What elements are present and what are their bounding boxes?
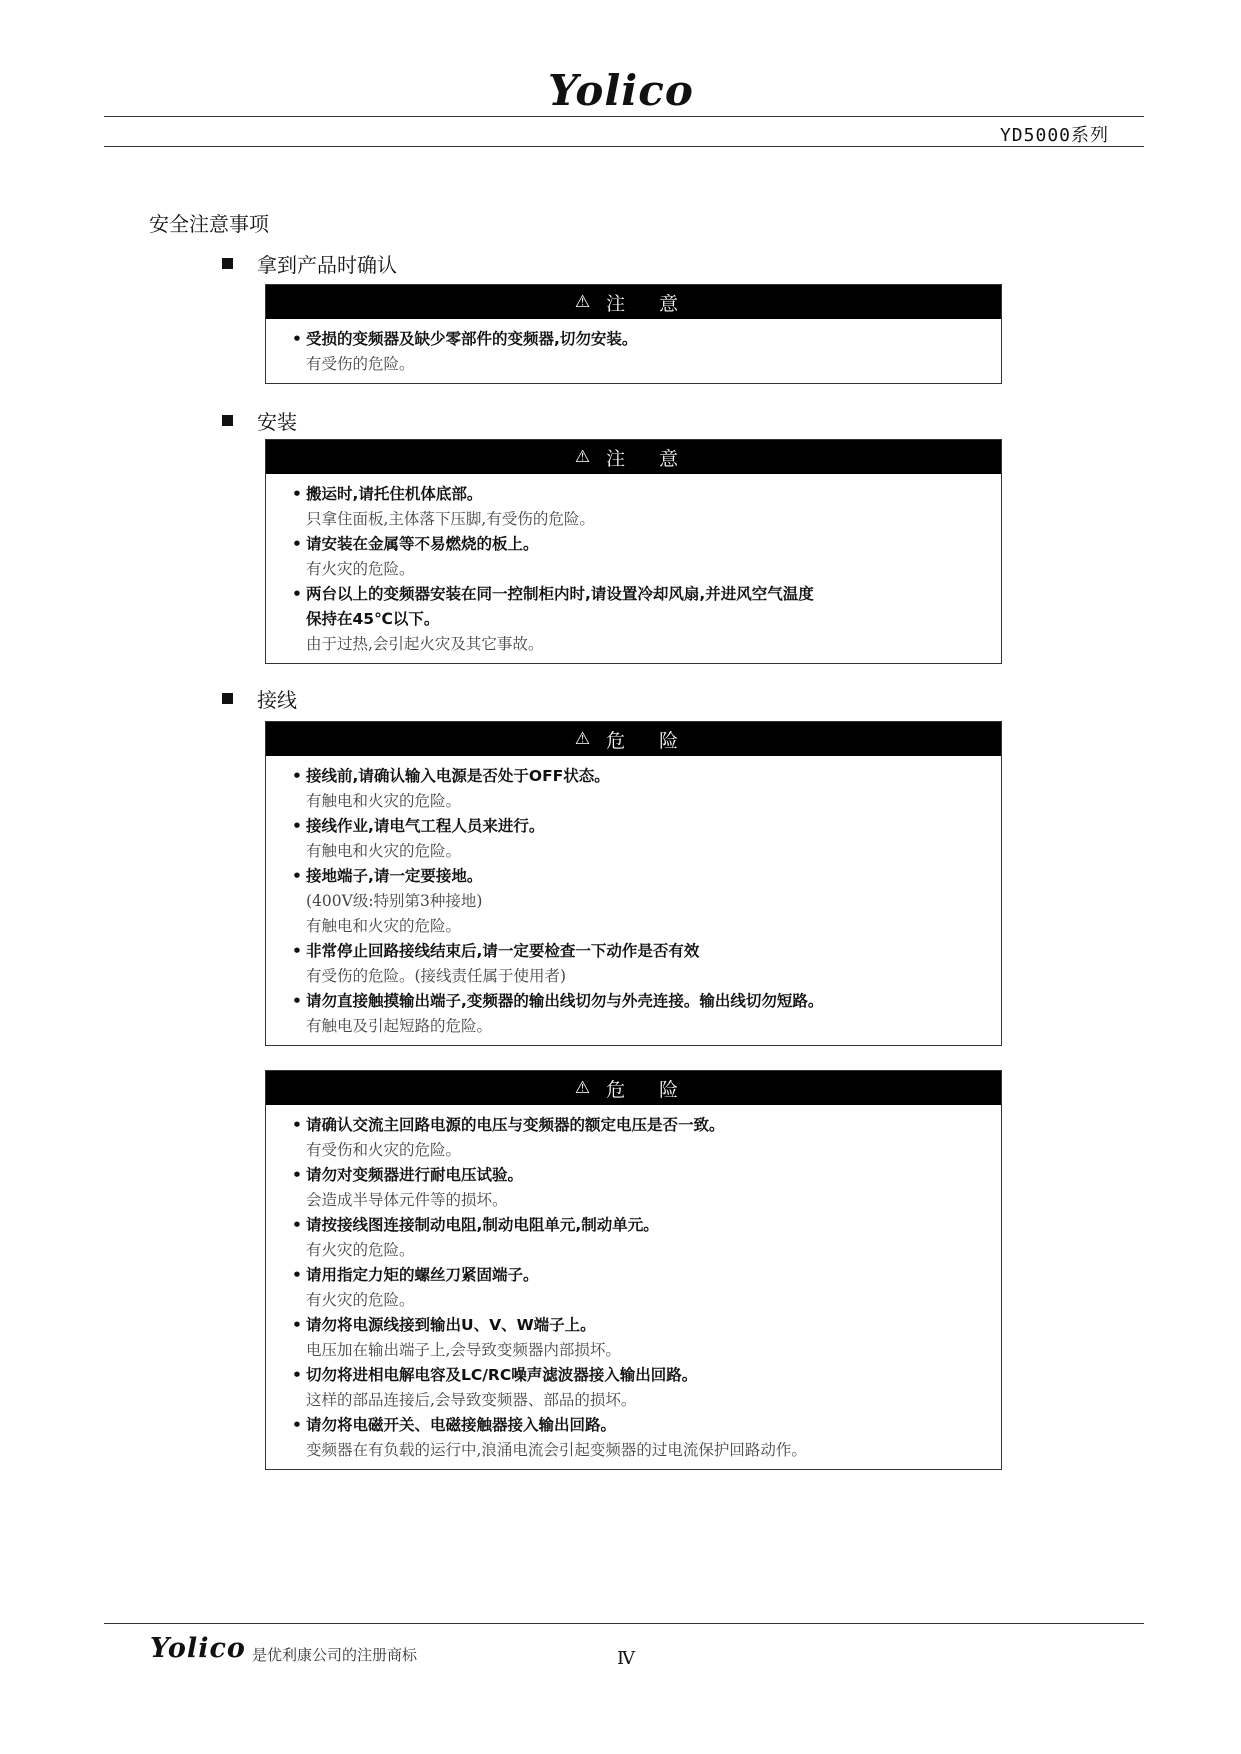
item-main-text: 受损的变频器及缺少零部件的变频器,切勿安装。 (306, 330, 638, 348)
bullet-dot-icon: • (292, 867, 302, 885)
bullet-dot-icon: • (292, 1366, 302, 1384)
item-main-text: 请安装在金属等不易燃烧的板上。 (306, 535, 539, 553)
item-main-text: 请按接线图连接制动电阻,制动电阻单元,制动单元。 (306, 1216, 659, 1234)
list-item (292, 939, 1001, 989)
header-divider-top (104, 116, 1144, 117)
item-note: 有火灾的危险。 (306, 1241, 415, 1259)
item-note: 电压加在输出端子上,会导致变频器内部损坏。 (306, 1341, 621, 1359)
item-main-text: 请确认交流主回路电源的电压与变频器的额定电压是否一致。 (306, 1116, 725, 1134)
bullet-dot-icon: • (292, 485, 302, 503)
item-main-text: 搬运时,请托住机体底部。 (306, 485, 483, 503)
list-item (292, 1413, 1001, 1463)
item-note: 有触电和火灾的危险。 (306, 792, 462, 810)
item-main-text: 请勿将电源线接到输出U、V、W端子上。 (306, 1316, 596, 1334)
bullet-dot-icon: • (292, 1266, 302, 1284)
list-item (292, 814, 1001, 864)
item-note: 有火灾的危险。 (306, 560, 415, 578)
list-item (292, 1313, 1001, 1363)
bullet-dot-icon: • (292, 585, 302, 603)
item-main-text: 接地端子,请一定要接地。 (306, 867, 483, 885)
box-items (266, 756, 1001, 1045)
item-note: 有触电及引起短路的危险。 (306, 1017, 493, 1035)
list-item (292, 1113, 1001, 1163)
section-title-text: 拿到产品时确认 (257, 253, 397, 277)
list-item (292, 1263, 1001, 1313)
item-main-text: 切勿将进相电解电容及LC/RC噪声滤波器接入输出回路。 (306, 1366, 698, 1384)
list-item (292, 582, 1001, 657)
series-label: YD5000系列 (999, 125, 1109, 146)
square-bullet-icon (222, 693, 233, 704)
section-title-text: 安装 (257, 410, 297, 434)
warning-triangle-icon: ⚠ (574, 1078, 591, 1098)
list-item (292, 532, 1001, 582)
list-item (292, 864, 1001, 939)
list-item (292, 1363, 1001, 1413)
bullet-dot-icon: • (292, 330, 302, 348)
page-heading: 安全注意事项 (149, 212, 269, 236)
caution-box-install (265, 439, 1002, 664)
bullet-dot-icon: • (292, 1166, 302, 1184)
caution-box-receipt (265, 284, 1002, 384)
box-items (266, 319, 1001, 383)
header-divider-bottom (104, 146, 1144, 147)
box-label: 危 险 (606, 729, 693, 752)
bullet-dot-icon: • (292, 817, 302, 835)
danger-box-main-circuit (265, 1070, 1002, 1470)
item-main-text: 两台以上的变频器安装在同一控制柜内时,请设置冷却风扇,并进风空气温度 (306, 585, 814, 603)
list-item (292, 327, 1001, 377)
list-item (292, 1163, 1001, 1213)
item-note: 只拿住面板,主体落下压脚,有受伤的危险。 (306, 510, 595, 528)
bullet-dot-icon: • (292, 992, 302, 1010)
section-title-wiring (222, 684, 297, 713)
item-main-text: 请勿直接触摸输出端子,变频器的输出线切勿与外壳连接。输出线切勿短路。 (306, 992, 824, 1010)
box-label: 危 险 (606, 1078, 693, 1101)
item-note: 这样的部品连接后,会导致变频器、部品的损坏。 (306, 1391, 637, 1409)
warning-triangle-icon: ⚠ (574, 447, 591, 467)
list-item (292, 1213, 1001, 1263)
bullet-dot-icon: • (292, 942, 302, 960)
trademark-text: 是优利康公司的注册商标 (252, 1646, 418, 1664)
item-note: 有火灾的危险。 (306, 1291, 415, 1309)
item-note: 变频器在有负载的运行中,浪涌电流会引起变频器的过电流保护回路动作。 (306, 1441, 807, 1459)
section-title-install (222, 406, 297, 435)
box-label: 注 意 (606, 447, 693, 470)
item-note: 有受伤和火灾的危险。 (306, 1141, 462, 1159)
box-label: 注 意 (606, 292, 693, 315)
bullet-dot-icon: • (292, 767, 302, 785)
item-main-text: 请用指定力矩的螺丝刀紧固端子。 (306, 1266, 539, 1284)
bullet-dot-icon: • (292, 535, 302, 553)
box-header (266, 722, 1001, 756)
item-note: 有触电和火灾的危险。 (306, 917, 462, 935)
list-item (292, 764, 1001, 814)
box-header (266, 1071, 1001, 1105)
item-note: (400V级:特别第3种接地) (306, 892, 483, 910)
footer-divider (104, 1623, 1144, 1624)
box-items (266, 474, 1001, 663)
square-bullet-icon (222, 258, 233, 269)
header-logo: Yolico (548, 66, 694, 115)
bullet-dot-icon: • (292, 1116, 302, 1134)
item-note: 会造成半导体元件等的损坏。 (306, 1191, 508, 1209)
item-main-text: 请勿对变频器进行耐电压试验。 (306, 1166, 524, 1184)
section-title-text: 接线 (257, 688, 297, 712)
warning-triangle-icon: ⚠ (574, 729, 591, 749)
page-number: Ⅳ (617, 1648, 635, 1669)
list-item (292, 482, 1001, 532)
list-item (292, 989, 1001, 1039)
item-note: 有触电和火灾的危险。 (306, 842, 462, 860)
box-items (266, 1105, 1001, 1469)
warning-triangle-icon: ⚠ (574, 292, 591, 312)
item-main-text-continued: 保持在45℃以下。 (306, 610, 440, 628)
box-header (266, 285, 1001, 319)
item-note: 有受伤的危险。 (306, 355, 415, 373)
danger-box-wiring (265, 721, 1002, 1046)
bullet-dot-icon: • (292, 1216, 302, 1234)
bullet-dot-icon: • (292, 1416, 302, 1434)
box-header (266, 440, 1001, 474)
item-note: 有受伤的危险。(接线责任属于使用者) (306, 967, 567, 985)
item-main-text: 接线作业,请电气工程人员来进行。 (306, 817, 545, 835)
bullet-dot-icon: • (292, 1316, 302, 1334)
footer-logo: Yolico (150, 1633, 246, 1664)
square-bullet-icon (222, 415, 233, 426)
item-main-text: 接线前,请确认输入电源是否处于OFF状态。 (306, 767, 610, 785)
item-main-text: 请勿将电磁开关、电磁接触器接入输出回路。 (306, 1416, 617, 1434)
item-main-text: 非常停止回路接线结束后,请一定要检查一下动作是否有效 (306, 942, 700, 960)
item-note: 由于过热,会引起火灾及其它事故。 (306, 635, 544, 653)
section-title-receipt (222, 249, 397, 278)
